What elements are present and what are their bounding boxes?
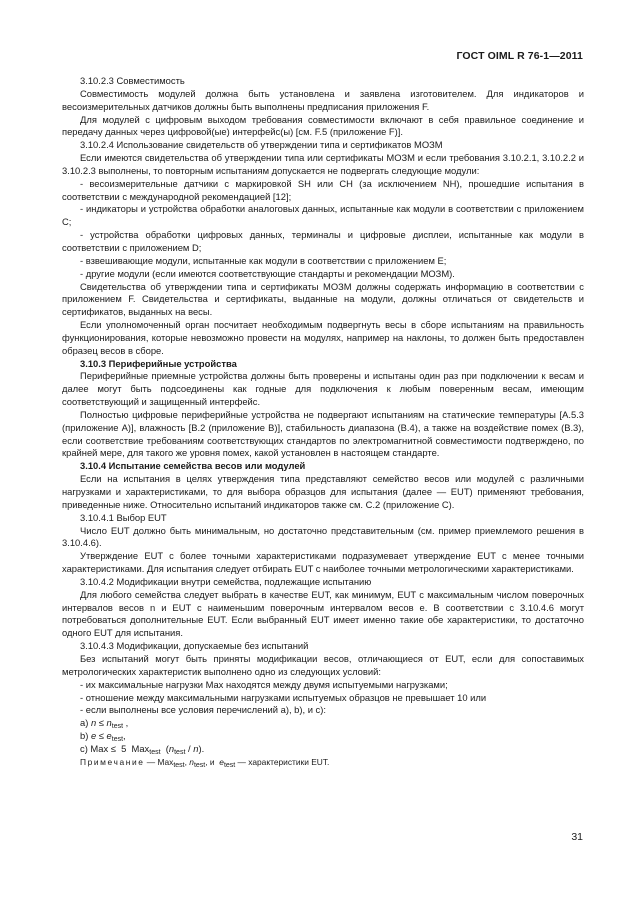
paragraph: 3.10.2.3 Совместимость <box>80 75 185 86</box>
paragraph: - устройства обработки цифровых данных, терминалы и цифровые дисплеи, испытанные как модули в соответствии с приложением D; <box>62 229 584 253</box>
paragraph: - если выполнены все условия перечислений а), b), и с): <box>80 704 326 716</box>
note-label: Примечание <box>80 756 145 767</box>
paragraph: - индикаторы и устройства обработки аналоговых данных, испытанные как модули в соответствии с приложением С; <box>62 203 584 228</box>
paragraph: Совместимость модулей должна быть установлена и заявлена изготовителем. Для индикаторов и весоизмерительных датчиков должны быть выполнены предписания приложения F. <box>62 87 584 112</box>
paragraph: 3.10.2.4 Использование свидетельств об утверждении типа и сертификатов МОЗМ <box>80 139 443 151</box>
paragraph: Утверждение EUT с более точными характеристиками подразумевает утверждение EUT с менее точными характеристиками. Для испытания следует отбирать EUT с наиболее точными метрологическими характеристиками. <box>62 550 584 575</box>
paragraph: Периферийные приемные устройства должны быть проверены и испытаны один раз при подключении к весам и далее могут быть подсоединены как годные для подключения к любым поверенным весам, имеющим соответствующий и защищенный интерфейс. <box>62 370 584 408</box>
paragraph: Для любого семейства следует выбрать в качестве EUT, как минимум, EUT с максимальным числом поверочных интервалов весов n и EUT с наименьшим поверочным интервалом весов e. В соответствии с 3.10.4.6 могут потребоваться дополнительные EUT. Если выбранный EUT имеет именно такие обе характеристики, то достаточно одного EUT для испытания. <box>62 588 584 639</box>
paragraph: Если на испытания в целях утверждения типа представляют семейство весов или модулей с различными нагрузками и характеристиками, то для выбора образцов для испытания (далее — EUT) применяют требования, приведенные ниже. Относительно испытаний индикаторов также см. С.2 (приложение С). <box>62 473 584 510</box>
note: Примечание — Max$_{test}$, $n_{test}$, и $e_{test}$ — характеристики EUT. <box>80 756 330 769</box>
paragraph: Без испытаний могут быть приняты модификации весов, отличающиеся от EUT, если для сопоставимых метрологических характеристик выполнено одно из следующих условий: <box>62 652 584 677</box>
paragraph: Для модулей с цифровым выходом требования совместимости включают в себя правильное соединение и передачу данных через цифровой(ые) интерфейс(ы) [см. F.5 (приложение F)]. <box>62 113 584 138</box>
paragraph: Если имеются свидетельства об утверждении типа или сертификаты МОЗМ и если требования 3.10.2.1, 3.10.2.2 и 3.10.2.3 выполнены, то повторным испытаниям допускается не подвергать следующие модули: <box>62 152 584 176</box>
document-body <box>62 75 584 769</box>
paragraph: - взвешивающие модули, испытанные как модули в соответствии с приложением Е; <box>80 254 447 266</box>
paragraph: - другие модули (если имеются соответствующие стандарты и рекомендации МОЗМ). <box>80 267 455 279</box>
paragraph: - отношение между максимальными нагрузками испытуемых образцов не превышает 10 или <box>80 691 487 703</box>
page-header: ГОСТ OIML R 76-1—2011 <box>456 50 583 62</box>
paragraph-list <box>62 75 584 717</box>
section-heading: 3.10.4 Испытание семейства весов или модулей <box>80 460 306 472</box>
condition-b: b) $e \le e_{test}$, <box>80 730 126 744</box>
page-number: 31 <box>571 831 583 843</box>
paragraph: 3.10.4.2 Модификации внутри семейства, подлежащие испытанию <box>80 575 372 587</box>
paragraph: - их максимальные нагрузки Max находятся между двумя испытуемыми нагрузками; <box>80 678 448 690</box>
paragraph: 3.10.4.3 Модификации, допускаемые без испытаний <box>80 640 309 652</box>
paragraph: 3.10.4.1 Выбор EUT <box>80 511 167 523</box>
paragraph: Число EUT должно быть минимальным, но достаточно представительным (см. пример приемлемого решения в 3.10.4.6). <box>62 524 584 549</box>
paragraph: Полностью цифровые периферийные устройства не подвергают испытаниям на статические температуры [А.5.3 (приложение А)], влажность [В.2 (приложение В)], стабильность диапазона (В.4), а также на воздействие помех (В.3), если соответствие требованиям соответствующих стандартов по электромагнитной совместимости подтверждено, по крайней мере, для такого же уровня помех, какой установлен в настоящем стандарте. <box>62 408 584 459</box>
paragraph: - весоизмерительные датчики с маркировкой SH или CH (за исключением NH), прошедшие испытания в соответствии с международной рекомендацией [12]; <box>62 177 584 202</box>
paragraph: Свидетельства об утверждении типа и сертификаты МОЗМ должны содержать информацию в соответствии с приложением F. Свидетельства и сертификаты, выданные на модули, должны отличаться от свидетельств и сертификатов, выданных на весы. <box>62 280 584 318</box>
condition-a: а) $n \le n_{test}$ , <box>80 717 129 731</box>
paragraph: Если уполномоченный орган посчитает необходимым подвергнуть весы в сборе испытаниям на правильность функционирования, которые невозможно провести на модулях, например на наклоны, то должен быть предоставлен образец весов в сборе. <box>62 319 584 356</box>
condition-c: c) Max ≤ 5 Max$_{test}$ $(n_{test} / n)$. <box>80 742 205 756</box>
section-heading: 3.10.3 Периферийные устройства <box>80 357 237 369</box>
